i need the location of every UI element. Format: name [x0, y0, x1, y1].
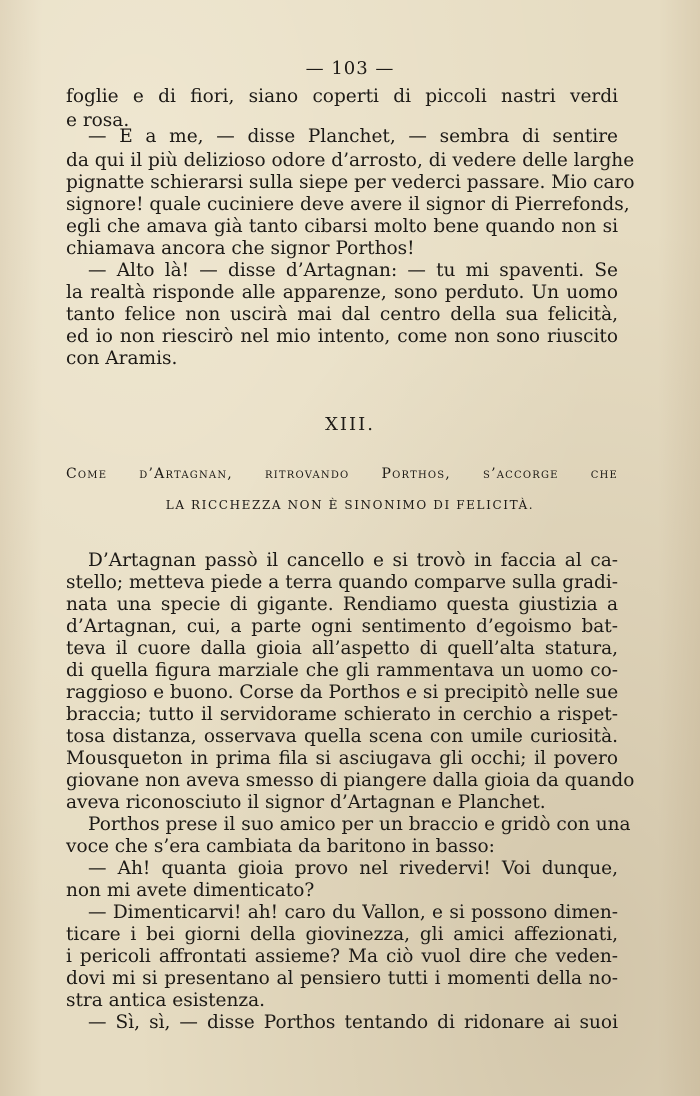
- text-line: — Dimenticarvi! ah! caro du Vallon, e si possono dimen-: [88, 902, 618, 923]
- text-line: Porthos prese il suo amico per un braccio e gridò con una: [88, 814, 631, 835]
- text-line: egli che amava già tanto cibarsi molto bene quando non si: [66, 216, 618, 237]
- text-line: e rosa.: [66, 110, 130, 131]
- text-line: teva il cuore dalla gioia all’aspetto di quell’alta statura,: [66, 638, 618, 659]
- text-line: con Aramis.: [66, 348, 178, 369]
- text-line: — Alto là! — disse d’Artagnan: — tu mi spaventi. Se: [88, 260, 618, 281]
- text-line: signore! quale cuciniere deve avere il signor di Pierrefonds,: [66, 194, 630, 215]
- text-line: ed io non riescirò nel mio intento, come non sono riuscito: [66, 326, 618, 347]
- text-line: la realtà risponde alle apparenze, sono perduto. Un uomo: [66, 282, 618, 303]
- text-line: — Sì, sì, — disse Porthos tentando di ridonare ai suoi: [88, 1012, 618, 1033]
- text-line: d’Artagnan, cui, a parte ogni sentimento d’egoismo bat-: [66, 616, 618, 637]
- chapter-number: XIII.: [325, 414, 375, 435]
- text-line: — Ah! quanta gioia provo nel rivedervi! Voi dunque,: [88, 858, 618, 879]
- text-line: tosa distanza, osservava quella scena con umile curiosità.: [66, 726, 618, 747]
- text-line: i pericoli affrontati assieme? Ma ciò vuol dire che veden-: [66, 946, 618, 967]
- text-line: pignatte schierarsi sulla siepe per vederci passare. Mio caro: [66, 172, 635, 193]
- page-number: — 103 —: [305, 58, 395, 79]
- text-line: dovi mi si presentano al pensiero tutti i momenti della no-: [66, 968, 618, 989]
- text-line: nata una specie di gigante. Rendiamo questa giustizia a: [66, 594, 618, 615]
- text-line: Mousqueton in prima fila si asciugava gli occhi; il povero: [66, 748, 618, 769]
- text-line: — E a me, — disse Planchet, — sembra di sentire: [88, 126, 618, 147]
- text-line: da qui il più delizioso odore d’arrosto, di vedere delle larghe: [66, 150, 635, 171]
- text-line: braccia; tutto il servidorame schierato in cerchio a rispet-: [66, 704, 618, 725]
- chapter-title-line-1: Come d’Artagnan, ritrovando Porthos, s’accorge che: [66, 466, 618, 482]
- text-line: giovane non aveva smesso di piangere dalla gioia da quando: [66, 770, 635, 791]
- text-line: D’Artagnan passò il cancello e si trovò in faccia al ca-: [88, 550, 618, 571]
- text-line: di quella figura marziale che gli rammentava un uomo co-: [66, 660, 618, 681]
- chapter-title-line-2: LA RICCHEZZA NON È SINONIMO DI FELICITÀ.: [165, 498, 535, 512]
- text-line: aveva riconosciuto il signor d’Artagnan e Planchet.: [66, 792, 546, 813]
- text-line: stra antica esistenza.: [66, 990, 266, 1011]
- text-line: stello; metteva piede a terra quando comparve sulla gradi-: [66, 572, 618, 593]
- text-line: chiamava ancora che signor Porthos!: [66, 238, 415, 259]
- text-line: ticare i bei giorni della giovinezza, gli amici affezionati,: [66, 924, 618, 945]
- text-line: voce che s’era cambiata da baritono in basso:: [66, 836, 495, 857]
- text-line: raggioso e buono. Corse da Porthos e si precipitò nelle sue: [66, 682, 619, 703]
- text-line: tanto felice non uscirà mai dal centro della sua felicità,: [66, 304, 618, 325]
- text-line: foglie e di fiori, siano coperti di piccoli nastri verdi: [66, 86, 618, 107]
- text-line: non mi avete dimenticato?: [66, 880, 315, 901]
